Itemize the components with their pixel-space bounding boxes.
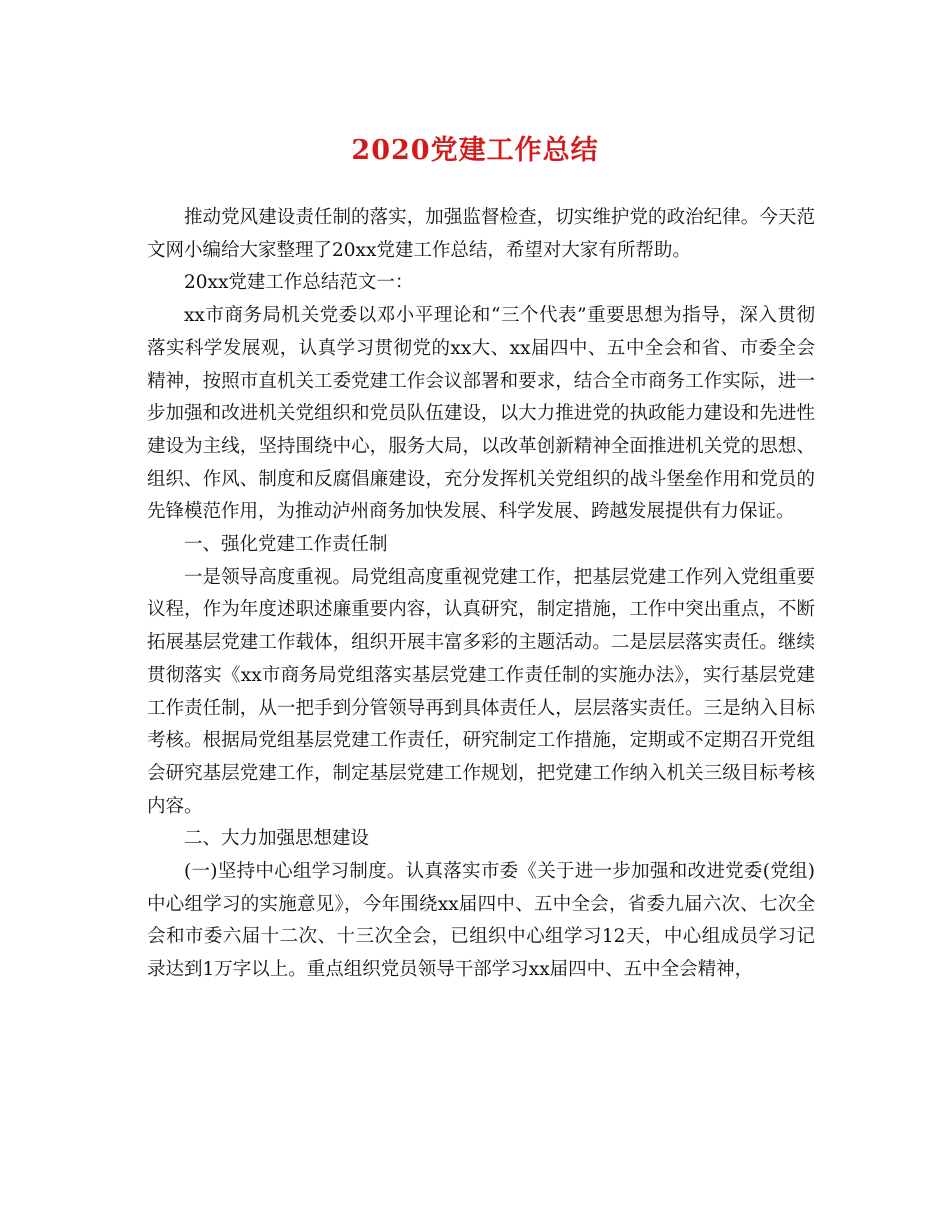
paragraph-overview: xx市商务局机关党委以邓小平理论和“三个代表”重要思想为指导，深入贯彻落实科学发展观，认真学习贯彻党的xx大、xx届四中、五中全会和省、市委全会精神，按照市直机关工委党建工作会议部署和要求，结合全市商务工作实际，进一步加强和改进机关党组织和党员队伍建设，以大力推进党的执政能力建设和先进性建设为主线，坚持围绕中心，服务大局，以改革创新精神全面推进机关党的思想、组织、作风、制度和反腐倡廉建设，充分发挥机关党组织的战斗堡垒作用和党员的先锋模范作用，为推动泸州商务加快发展、科学发展、跨越发展提供有力保证。 (147, 305, 815, 523)
section-heading-2: 二、大力加强思想建设 (184, 828, 370, 850)
paragraph-intro: 推动党风建设责任制的落实，加强监督检查，切实维护党的政治纪律。今天范文网小编给大家整理了20xx党建工作总结，希望对大家有所帮助。 (147, 207, 815, 261)
document-title: 2020党建工作总结 (351, 135, 599, 166)
section-heading-1: 一、强化党建工作责任制 (184, 534, 388, 556)
document-body (147, 202, 815, 987)
paragraph-sample-heading: 20xx党建工作总结范文一： (184, 272, 414, 294)
paragraph-study-system: (一)坚持中心组学习制度。认真落实市委《关于进一步加强和改进党委(党组)中心组学习的实施意见》，今年围绕xx届四中、五中全会，省委九届六次、七次全会和市委六届十二次、十三次全会，已组织中心组学习12天，中心组成员学习记录达到1万字以上。重点组织党员领导干部学习xx届四中、五中全会精神， (147, 861, 815, 981)
paragraph-responsibility: 一是领导高度重视。局党组高度重视党建工作，把基层党建工作列入党组重要议程，作为年度述职述廉重要内容，认真研究，制定措施，工作中突出重点，不断拓展基层党建工作载体，组织开展丰富多彩的主题活动。二是层层落实责任。继续贯彻落实《xx市商务局党组落实基层党建工作责任制的实施办法》，实行基层党建工作责任制，从一把手到分管领导再到具体责任人，层层落实责任。三是纳入目标考核。根据局党组基层党建工作责任，研究制定工作措施，定期或不定期召开党组会研究基层党建工作，制定基层党建工作规划，把党建工作纳入机关三级目标考核内容。 (147, 566, 815, 817)
